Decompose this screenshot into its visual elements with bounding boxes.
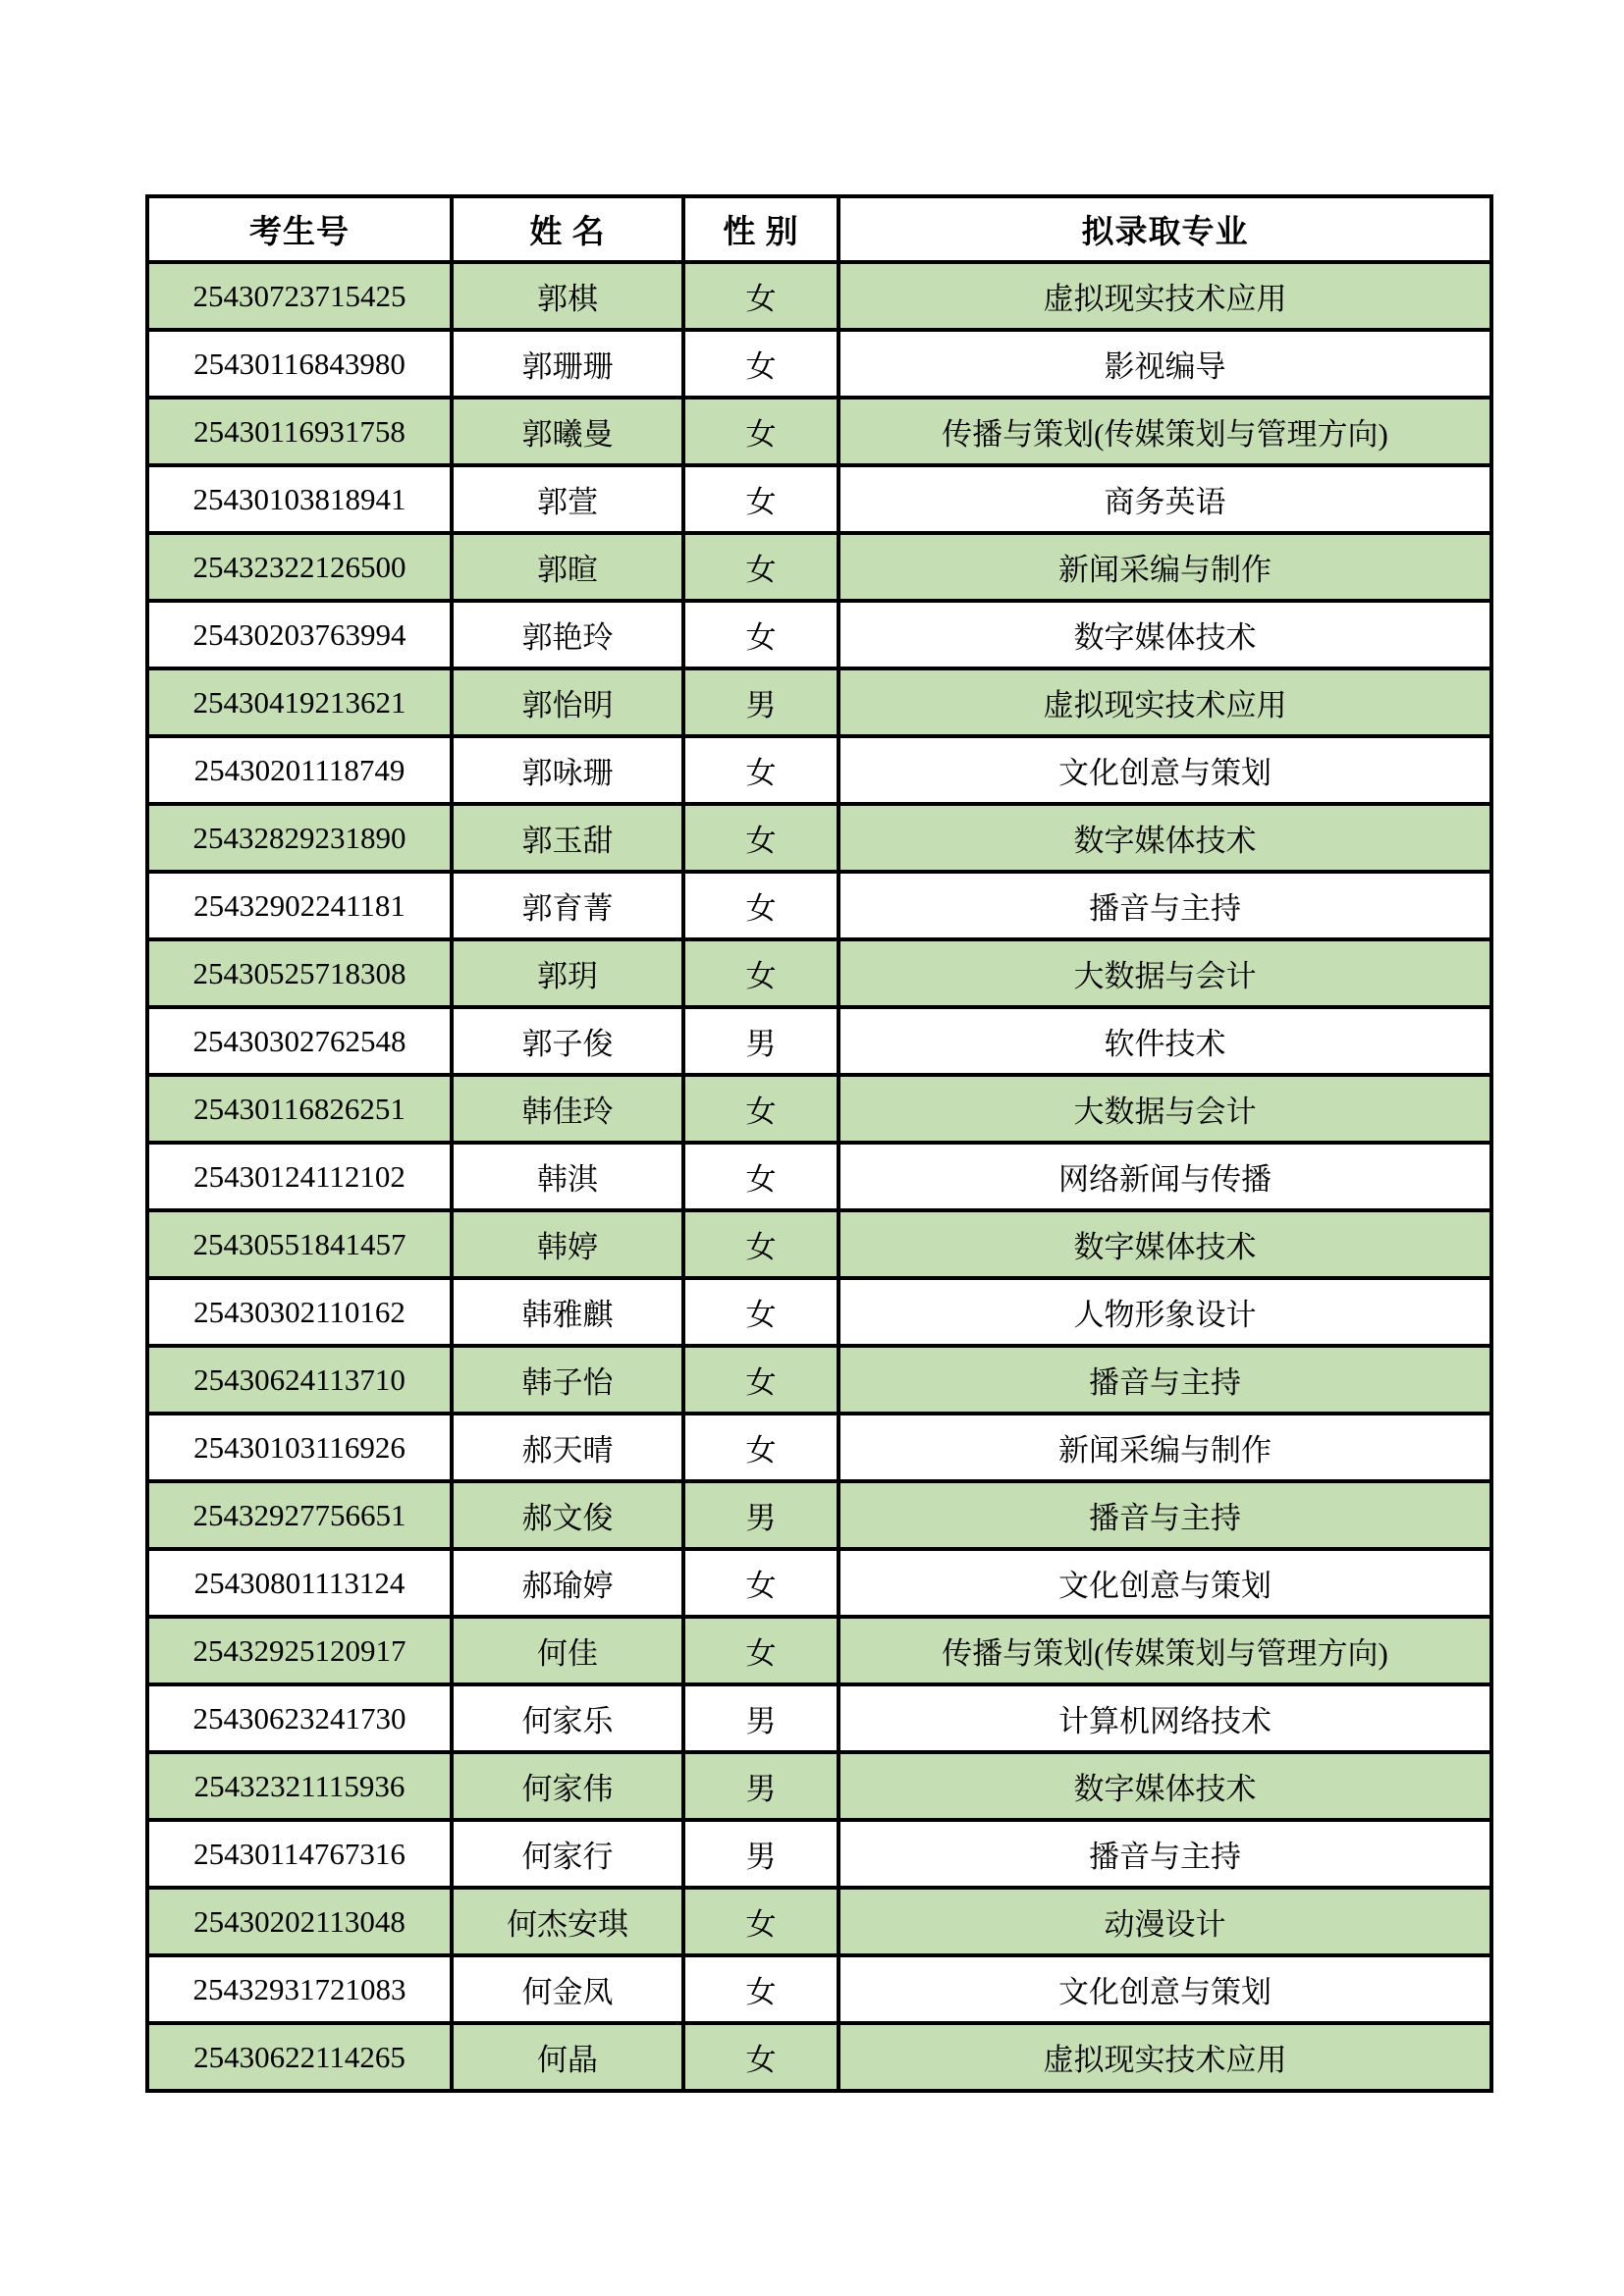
name-cell: 何家伟	[452, 1752, 683, 1820]
name-cell: 郝文俊	[452, 1481, 683, 1549]
gender-cell: 女	[683, 465, 839, 533]
table-row	[147, 1278, 1491, 1346]
major-cell: 文化创意与策划	[839, 736, 1491, 804]
candidate-id-cell: 25432931721083	[147, 1955, 452, 2023]
name-cell: 郭艳玲	[452, 601, 683, 668]
table-row	[147, 668, 1491, 736]
gender-cell: 女	[683, 262, 839, 330]
major-cell: 大数据与会计	[839, 939, 1491, 1007]
name-cell: 郭咏珊	[452, 736, 683, 804]
major-cell: 软件技术	[839, 1007, 1491, 1075]
table-row	[147, 262, 1491, 330]
table-row	[147, 1684, 1491, 1752]
gender-cell: 女	[683, 1617, 839, 1684]
table-row	[147, 1143, 1491, 1210]
table-row	[147, 1210, 1491, 1278]
candidate-id-cell: 25430116826251	[147, 1075, 452, 1143]
major-cell: 虚拟现实技术应用	[839, 262, 1491, 330]
major-cell: 传播与策划(传媒策划与管理方向)	[839, 1617, 1491, 1684]
name-cell: 何金凤	[452, 1955, 683, 2023]
table-row	[147, 1752, 1491, 1820]
candidate-id-cell: 25430302762548	[147, 1007, 452, 1075]
table-row	[147, 1414, 1491, 1481]
candidate-id-cell: 25430116931758	[147, 398, 452, 465]
table-row	[147, 1955, 1491, 2023]
major-cell: 文化创意与策划	[839, 1955, 1491, 2023]
table-row	[147, 1075, 1491, 1143]
candidate-id-cell: 25430551841457	[147, 1210, 452, 1278]
name-cell: 郝天晴	[452, 1414, 683, 1481]
table-row	[147, 465, 1491, 533]
gender-cell: 女	[683, 1888, 839, 1955]
major-cell: 播音与主持	[839, 1481, 1491, 1549]
name-cell: 何家行	[452, 1820, 683, 1888]
name-cell: 何杰安琪	[452, 1888, 683, 1955]
candidate-id-cell: 25430622114265	[147, 2023, 452, 2091]
major-cell: 数字媒体技术	[839, 1752, 1491, 1820]
name-cell: 韩婷	[452, 1210, 683, 1278]
name-cell: 何佳	[452, 1617, 683, 1684]
candidate-id-cell: 25430623241730	[147, 1684, 452, 1752]
major-cell: 影视编导	[839, 330, 1491, 398]
gender-cell: 女	[683, 533, 839, 601]
column-header-gender: 性 别	[683, 196, 839, 262]
candidate-id-cell: 25430202113048	[147, 1888, 452, 1955]
gender-cell: 男	[683, 1684, 839, 1752]
gender-cell: 女	[683, 1075, 839, 1143]
candidate-id-cell: 25432322126500	[147, 533, 452, 601]
candidate-id-cell: 25430124112102	[147, 1143, 452, 1210]
table-row	[147, 1888, 1491, 1955]
candidate-id-cell: 25430302110162	[147, 1278, 452, 1346]
gender-cell: 女	[683, 1549, 839, 1617]
gender-cell: 女	[683, 1278, 839, 1346]
header-row	[147, 196, 1491, 262]
major-cell: 虚拟现实技术应用	[839, 668, 1491, 736]
admission-table	[145, 194, 1493, 2093]
candidate-id-cell: 25432927756651	[147, 1481, 452, 1549]
name-cell: 韩淇	[452, 1143, 683, 1210]
gender-cell: 男	[683, 1007, 839, 1075]
major-cell: 数字媒体技术	[839, 804, 1491, 872]
gender-cell: 女	[683, 872, 839, 939]
name-cell: 郝瑜婷	[452, 1549, 683, 1617]
gender-cell: 女	[683, 398, 839, 465]
candidate-id-cell: 25430723715425	[147, 262, 452, 330]
name-cell: 郭子俊	[452, 1007, 683, 1075]
candidate-id-cell: 25430801113124	[147, 1549, 452, 1617]
name-cell: 郭暄	[452, 533, 683, 601]
table-row	[147, 330, 1491, 398]
table-row	[147, 533, 1491, 601]
table-row	[147, 872, 1491, 939]
gender-cell: 男	[683, 1752, 839, 1820]
table-row	[147, 736, 1491, 804]
gender-cell: 男	[683, 668, 839, 736]
column-header-major: 拟录取专业	[839, 196, 1491, 262]
name-cell: 郭珊珊	[452, 330, 683, 398]
table-row	[147, 1617, 1491, 1684]
gender-cell: 女	[683, 1210, 839, 1278]
major-cell: 大数据与会计	[839, 1075, 1491, 1143]
gender-cell: 男	[683, 1481, 839, 1549]
major-cell: 播音与主持	[839, 1820, 1491, 1888]
major-cell: 数字媒体技术	[839, 601, 1491, 668]
gender-cell: 女	[683, 1346, 839, 1414]
gender-cell: 女	[683, 1955, 839, 2023]
gender-cell: 女	[683, 736, 839, 804]
candidate-id-cell: 25430624113710	[147, 1346, 452, 1414]
admission-table-header	[147, 196, 1491, 262]
table-row	[147, 1481, 1491, 1549]
candidate-id-cell: 25430203763994	[147, 601, 452, 668]
major-cell: 播音与主持	[839, 1346, 1491, 1414]
name-cell: 郭玥	[452, 939, 683, 1007]
table-row	[147, 1820, 1491, 1888]
gender-cell: 男	[683, 1820, 839, 1888]
gender-cell: 女	[683, 601, 839, 668]
candidate-id-cell: 25430116843980	[147, 330, 452, 398]
gender-cell: 女	[683, 2023, 839, 2091]
candidate-id-cell: 25430103818941	[147, 465, 452, 533]
gender-cell: 女	[683, 1143, 839, 1210]
table-row	[147, 939, 1491, 1007]
major-cell: 新闻采编与制作	[839, 533, 1491, 601]
table-row	[147, 1007, 1491, 1075]
name-cell: 何家乐	[452, 1684, 683, 1752]
table-row	[147, 398, 1491, 465]
candidate-id-cell: 25432925120917	[147, 1617, 452, 1684]
name-cell: 郭棋	[452, 262, 683, 330]
candidate-id-cell: 25432321115936	[147, 1752, 452, 1820]
name-cell: 韩雅麒	[452, 1278, 683, 1346]
major-cell: 计算机网络技术	[839, 1684, 1491, 1752]
major-cell: 播音与主持	[839, 872, 1491, 939]
gender-cell: 女	[683, 1414, 839, 1481]
gender-cell: 女	[683, 330, 839, 398]
name-cell: 韩子怡	[452, 1346, 683, 1414]
column-header-candidate-id: 考生号	[147, 196, 452, 262]
admission-table-body	[147, 262, 1491, 2091]
table-row	[147, 1346, 1491, 1414]
major-cell: 文化创意与策划	[839, 1549, 1491, 1617]
candidate-id-cell: 25430525718308	[147, 939, 452, 1007]
gender-cell: 女	[683, 804, 839, 872]
major-cell: 新闻采编与制作	[839, 1414, 1491, 1481]
major-cell: 人物形象设计	[839, 1278, 1491, 1346]
candidate-id-cell: 25430103116926	[147, 1414, 452, 1481]
name-cell: 郭育菁	[452, 872, 683, 939]
name-cell: 郭萱	[452, 465, 683, 533]
major-cell: 虚拟现实技术应用	[839, 2023, 1491, 2091]
candidate-id-cell: 25430419213621	[147, 668, 452, 736]
table-row	[147, 601, 1491, 668]
name-cell: 韩佳玲	[452, 1075, 683, 1143]
major-cell: 商务英语	[839, 465, 1491, 533]
name-cell: 郭怡明	[452, 668, 683, 736]
major-cell: 网络新闻与传播	[839, 1143, 1491, 1210]
gender-cell: 女	[683, 939, 839, 1007]
major-cell: 数字媒体技术	[839, 1210, 1491, 1278]
major-cell: 动漫设计	[839, 1888, 1491, 1955]
major-cell: 传播与策划(传媒策划与管理方向)	[839, 398, 1491, 465]
name-cell: 郭曦曼	[452, 398, 683, 465]
column-header-name: 姓 名	[452, 196, 683, 262]
table-row	[147, 804, 1491, 872]
table-row	[147, 1549, 1491, 1617]
name-cell: 郭玉甜	[452, 804, 683, 872]
candidate-id-cell: 25432829231890	[147, 804, 452, 872]
candidate-id-cell: 25430114767316	[147, 1820, 452, 1888]
table-row	[147, 2023, 1491, 2091]
candidate-id-cell: 25430201118749	[147, 736, 452, 804]
name-cell: 何晶	[452, 2023, 683, 2091]
candidate-id-cell: 25432902241181	[147, 872, 452, 939]
